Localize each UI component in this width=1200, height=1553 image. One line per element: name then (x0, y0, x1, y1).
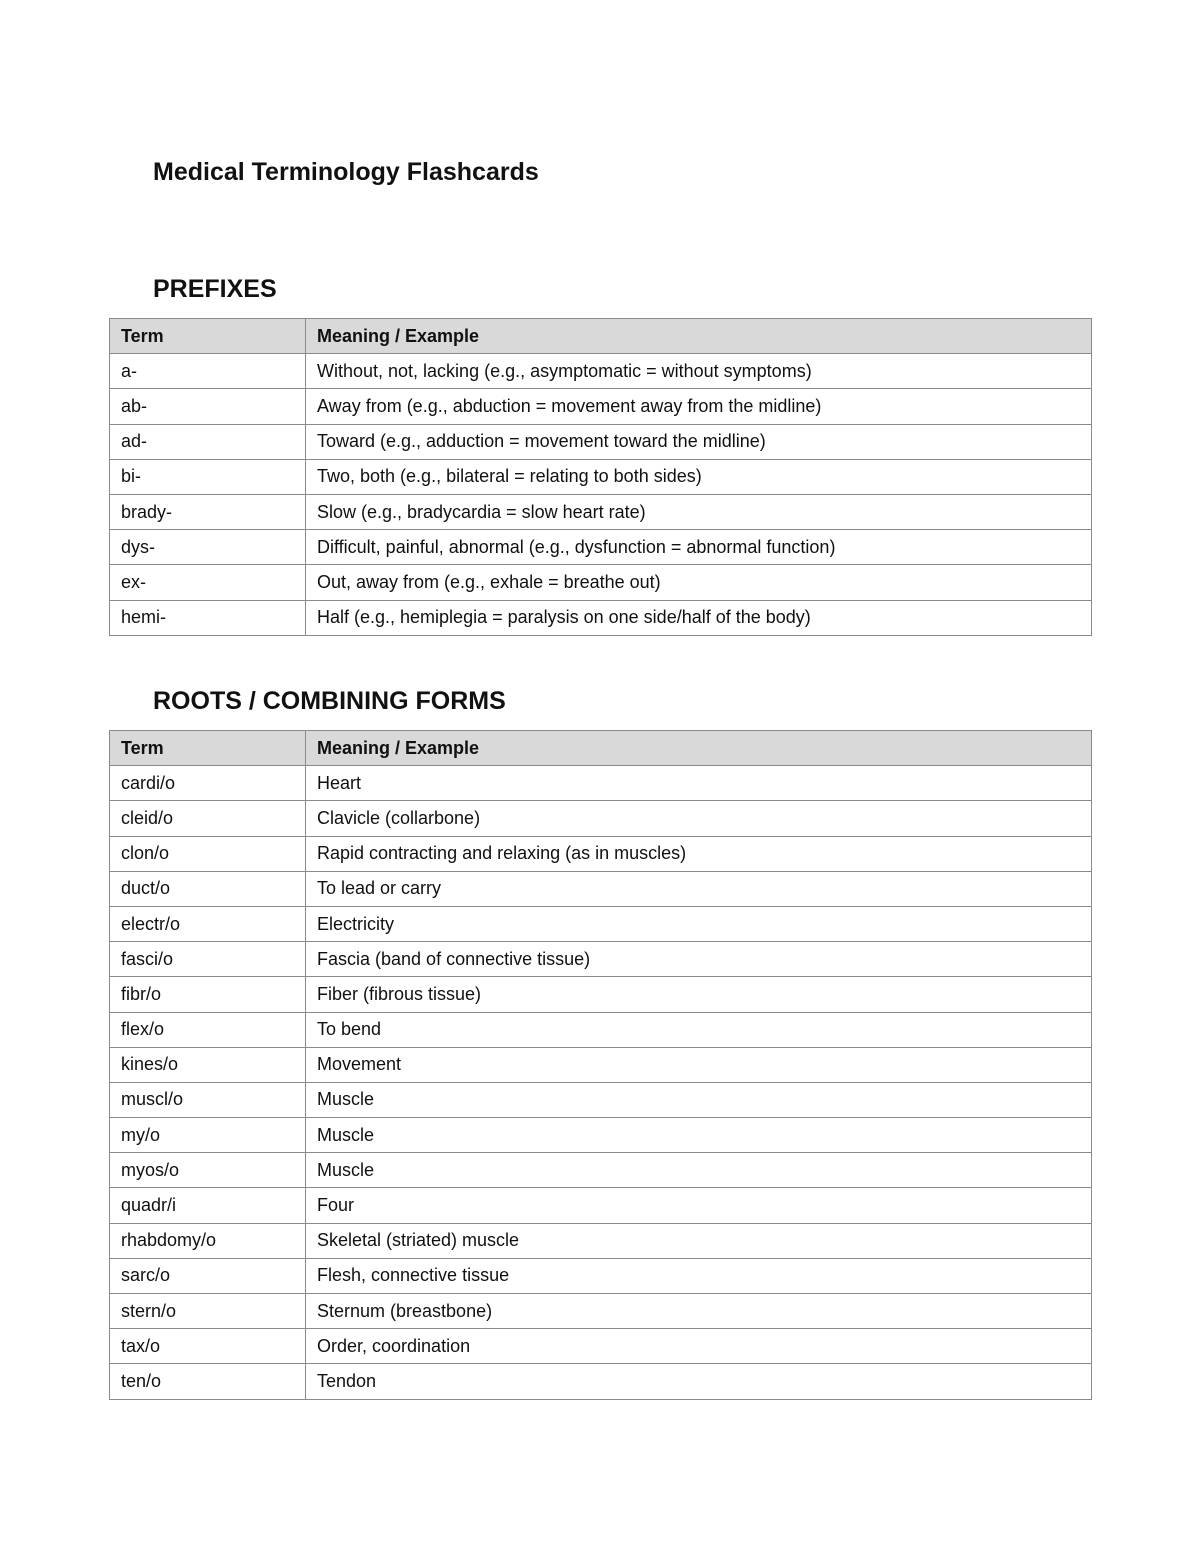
column-header-meaning: Meaning / Example (306, 731, 1092, 766)
table-row (110, 942, 1092, 977)
term-cell: kines/o (110, 1047, 306, 1082)
term-cell: duct/o (110, 871, 306, 906)
term-cell: cardi/o (110, 766, 306, 801)
roots-heading: ROOTS / COMBINING FORMS (153, 687, 506, 715)
table-header-row (110, 319, 1092, 354)
term-cell: ten/o (110, 1364, 306, 1399)
table-row (110, 1258, 1092, 1293)
table-row (110, 565, 1092, 600)
table-row (110, 1118, 1092, 1153)
term-cell: bi- (110, 459, 306, 494)
term-cell: sarc/o (110, 1258, 306, 1293)
meaning-cell: Muscle (306, 1082, 1092, 1117)
meaning-cell: Skeletal (striated) muscle (306, 1223, 1092, 1258)
table-row (110, 766, 1092, 801)
meaning-cell: Away from (e.g., abduction = movement away from the midline) (306, 389, 1092, 424)
term-cell: ab- (110, 389, 306, 424)
term-cell: electr/o (110, 906, 306, 941)
meaning-cell: Tendon (306, 1364, 1092, 1399)
term-cell: a- (110, 354, 306, 389)
table-row (110, 1364, 1092, 1399)
term-cell: dys- (110, 530, 306, 565)
table-row (110, 1188, 1092, 1223)
table-row (110, 1153, 1092, 1188)
meaning-cell: Fiber (fibrous tissue) (306, 977, 1092, 1012)
table-row (110, 494, 1092, 529)
term-cell: muscl/o (110, 1082, 306, 1117)
meaning-cell: Half (e.g., hemiplegia = paralysis on one side/half of the body) (306, 600, 1092, 635)
term-cell: fibr/o (110, 977, 306, 1012)
table-header-row (110, 731, 1092, 766)
table-row (110, 1082, 1092, 1117)
meaning-cell: Electricity (306, 906, 1092, 941)
table-row (110, 1294, 1092, 1329)
term-cell: tax/o (110, 1329, 306, 1364)
term-cell: ad- (110, 424, 306, 459)
term-cell: cleid/o (110, 801, 306, 836)
term-cell: brady- (110, 494, 306, 529)
meaning-cell: Heart (306, 766, 1092, 801)
meaning-cell: Muscle (306, 1118, 1092, 1153)
column-header-term: Term (110, 319, 306, 354)
term-cell: flex/o (110, 1012, 306, 1047)
meaning-cell: Flesh, connective tissue (306, 1258, 1092, 1293)
page-title: Medical Terminology Flashcards (153, 158, 539, 186)
meaning-cell: Order, coordination (306, 1329, 1092, 1364)
meaning-cell: Rapid contracting and relaxing (as in muscles) (306, 836, 1092, 871)
term-cell: rhabdomy/o (110, 1223, 306, 1258)
table-row (110, 459, 1092, 494)
term-cell: my/o (110, 1118, 306, 1153)
meaning-cell: Sternum (breastbone) (306, 1294, 1092, 1329)
table-row (110, 871, 1092, 906)
term-cell: myos/o (110, 1153, 306, 1188)
term-cell: quadr/i (110, 1188, 306, 1223)
table-row (110, 600, 1092, 635)
meaning-cell: Toward (e.g., adduction = movement toward the midline) (306, 424, 1092, 459)
term-cell: stern/o (110, 1294, 306, 1329)
prefixes-heading: PREFIXES (153, 275, 277, 303)
term-cell: fasci/o (110, 942, 306, 977)
meaning-cell: Without, not, lacking (e.g., asymptomatic = without symptoms) (306, 354, 1092, 389)
roots-table (109, 730, 1092, 1400)
meaning-cell: Out, away from (e.g., exhale = breathe out) (306, 565, 1092, 600)
meaning-cell: Clavicle (collarbone) (306, 801, 1092, 836)
table-row (110, 530, 1092, 565)
table-row (110, 1047, 1092, 1082)
meaning-cell: Difficult, painful, abnormal (e.g., dysfunction = abnormal function) (306, 530, 1092, 565)
term-cell: clon/o (110, 836, 306, 871)
table-row (110, 424, 1092, 459)
meaning-cell: Fascia (band of connective tissue) (306, 942, 1092, 977)
term-cell: hemi- (110, 600, 306, 635)
meaning-cell: Slow (e.g., bradycardia = slow heart rate) (306, 494, 1092, 529)
table-row (110, 836, 1092, 871)
meaning-cell: Muscle (306, 1153, 1092, 1188)
meaning-cell: To lead or carry (306, 871, 1092, 906)
meaning-cell: Four (306, 1188, 1092, 1223)
prefixes-table (109, 318, 1092, 636)
table-row (110, 801, 1092, 836)
table-row (110, 354, 1092, 389)
table-row (110, 1329, 1092, 1364)
column-header-meaning: Meaning / Example (306, 319, 1092, 354)
meaning-cell: Movement (306, 1047, 1092, 1082)
meaning-cell: Two, both (e.g., bilateral = relating to both sides) (306, 459, 1092, 494)
table-row (110, 977, 1092, 1012)
table-row (110, 389, 1092, 424)
term-cell: ex- (110, 565, 306, 600)
table-row (110, 906, 1092, 941)
table-row (110, 1223, 1092, 1258)
meaning-cell: To bend (306, 1012, 1092, 1047)
column-header-term: Term (110, 731, 306, 766)
table-row (110, 1012, 1092, 1047)
